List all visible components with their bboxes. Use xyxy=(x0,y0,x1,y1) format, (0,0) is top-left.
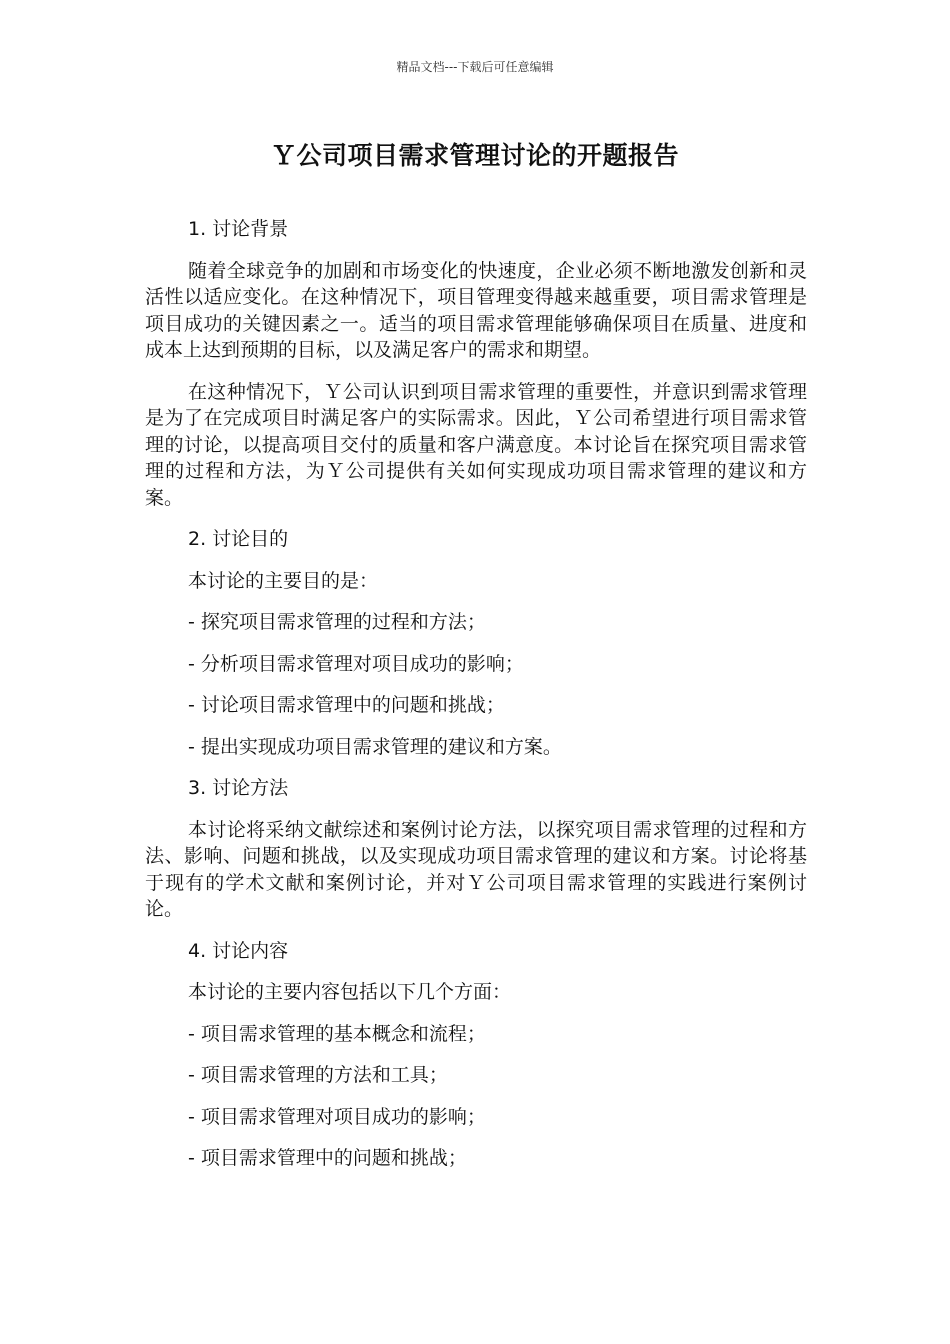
section-heading-content: 4. 讨论内容 xyxy=(188,939,289,962)
document-body xyxy=(145,216,807,1187)
document-title: Ｙ公司项目需求管理讨论的开题报告 xyxy=(270,141,679,170)
list-item: - 讨论项目需求管理中的问题和挑战； xyxy=(188,694,505,716)
list-item: - 分析项目需求管理对项目成功的影响； xyxy=(188,652,524,675)
content-intro: 本讨论的主要内容包括以下几个方面： xyxy=(188,981,512,1003)
list-item: - 提出实现成功项目需求管理的建议和方案。 xyxy=(188,735,562,758)
section-heading-method: 3. 讨论方法 xyxy=(188,777,289,799)
paragraph-method: 本讨论将采纳文献综述和案例讨论方法，以探究项目需求管理的过程和方法、影响、问题和挑战，以及实现成功项目需求管理的建议和方案。讨论将基于现有的学术文献和案例讨论，并对Ｙ公司项目需求管理的实践进行案例讨论。 xyxy=(145,818,807,920)
list-item: - 项目需求管理的基本概念和流程； xyxy=(188,1022,486,1045)
paragraph-background-2: 在这种情况下，Ｙ公司认识到项目需求管理的重要性，并意识到需求管理是为了在完成项目时满足客户的实际需求。因此，Ｙ公司希望进行项目需求管理的讨论，以提高项目交付的质量和客户满意度。本讨论旨在探究项目需求管理的过程和方法，为Ｙ公司提供有关如何实现成功项目需求管理的建议和方案。 xyxy=(145,380,807,509)
section-heading-background: 1. 讨论背景 xyxy=(188,218,289,240)
paragraph-background-1: 随着全球竞争的加剧和市场变化的快速度，企业必须不断地激发创新和灵活性以适应变化。在这种情况下，项目管理变得越来越重要，项目需求管理是项目成功的关键因素之一。适当的项目需求管理能够确保项目在质量、进度和成本上达到预期的目标，以及满足客户的需求和期望。 xyxy=(145,259,807,361)
list-item: - 探究项目需求管理的过程和方法； xyxy=(188,611,486,633)
header-note: 精品文档---下载后可任意编辑 xyxy=(396,60,554,74)
list-item: - 项目需求管理对项目成功的影响； xyxy=(188,1105,486,1128)
purpose-intro: 本讨论的主要目的是： xyxy=(188,569,379,592)
section-heading-purpose: 2. 讨论目的 xyxy=(188,528,289,550)
list-item: - 项目需求管理的方法和工具； xyxy=(188,1064,448,1086)
list-item: - 项目需求管理中的问题和挑战； xyxy=(188,1147,467,1169)
